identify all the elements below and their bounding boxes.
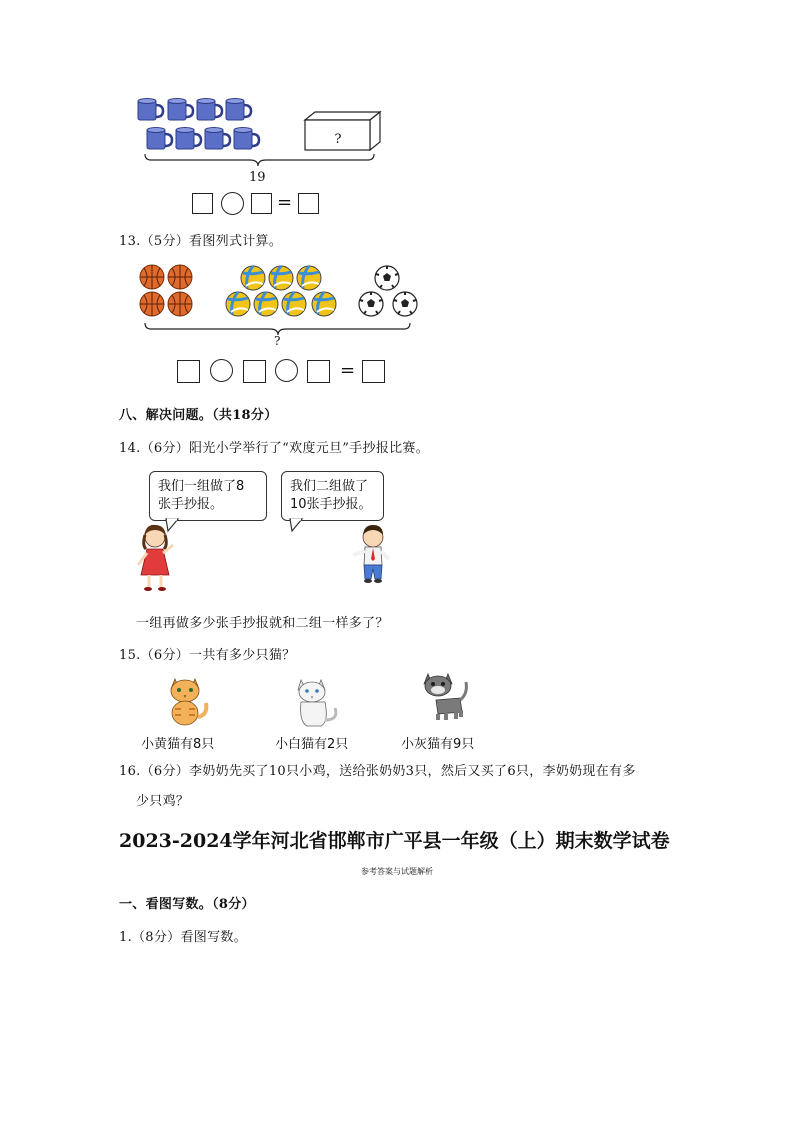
bubble-left-line2: 张手抄报。 <box>158 497 224 512</box>
operator-circle[interactable] <box>275 359 298 382</box>
answer-box[interactable] <box>177 360 200 383</box>
soccer-ball-icon <box>393 292 417 316</box>
mug-icon <box>205 128 230 150</box>
box-label: ? <box>334 132 342 147</box>
q14-text: 14.（6分）阳光小学举行了“欢度元旦”手抄报比赛。 <box>119 441 430 456</box>
volleyball-icon <box>226 292 250 316</box>
q15-text: 15.（6分）一共有多少只猫？ <box>119 648 296 663</box>
q16-line1: 16.（6分）李奶奶先买了10只小鸡，送给张奶奶3只，然后又买了6只，李奶奶现在有多 <box>119 764 636 779</box>
soccer-ball-icon <box>375 266 399 290</box>
bubble-right-line2: 10张手抄报。 <box>290 497 372 512</box>
equals-sign: = <box>340 360 356 381</box>
answer-box[interactable] <box>298 193 319 214</box>
cat-icon <box>163 673 211 729</box>
mug-icon <box>138 99 163 121</box>
answer-title: 2023-2024学年河北省邯郸市广平县一年级（上）期末数学试卷 <box>119 830 670 852</box>
answer-box[interactable] <box>307 360 330 383</box>
answer-box[interactable] <box>243 360 266 383</box>
volleyball-icon <box>282 292 306 316</box>
volleyball-icon <box>297 266 321 290</box>
cat-icon <box>418 668 470 724</box>
soccer-ball-icon <box>359 292 383 316</box>
section1-heading: 一、看图写数。（8分） <box>119 897 255 912</box>
girl-icon <box>133 525 178 593</box>
answer-subtitle: 参考答案与试题解析 <box>361 867 433 876</box>
basketball-icon <box>168 265 192 289</box>
volleyball-icon <box>312 292 336 316</box>
mug-icon <box>226 99 251 121</box>
answer-box[interactable] <box>362 360 385 383</box>
mug-icon <box>168 99 193 121</box>
q13-brace-label: ? <box>274 334 281 348</box>
speech-bubble-left <box>149 471 267 521</box>
volleyball-icon <box>241 266 265 290</box>
boy-icon <box>347 525 395 587</box>
bubble-tail <box>290 519 306 533</box>
operator-circle[interactable] <box>221 192 244 215</box>
basketball-icon <box>140 265 164 289</box>
q14-question: 一组再做多少张手抄报就和二组一样多了？ <box>136 616 389 631</box>
q1-text: 1.（8分）看图写数。 <box>119 930 247 945</box>
q12-figure <box>130 92 400 192</box>
q13-text: 13.（5分）看图列式计算。 <box>119 234 283 249</box>
volleyball-icon <box>254 292 278 316</box>
brace <box>145 154 374 166</box>
mug-icon <box>234 128 259 150</box>
answer-box[interactable] <box>192 193 213 214</box>
cat-icon <box>291 676 341 728</box>
cat-label-grey: 小灰猫有9只 <box>401 737 475 752</box>
mug-icon <box>176 128 201 150</box>
section8-heading: 八、解决问题。（共18分） <box>119 408 278 423</box>
bubble-right-line1: 我们二组做了 <box>290 479 369 494</box>
total-label: 19 <box>249 170 266 185</box>
basketball-icon <box>168 292 192 316</box>
mug-icon <box>147 128 172 150</box>
bubble-left-line1: 我们一组做了8 <box>158 479 245 494</box>
volleyball-icon <box>269 266 293 290</box>
speech-bubble-right <box>281 471 384 521</box>
answer-box[interactable] <box>251 193 272 214</box>
mug-icon <box>197 99 222 121</box>
cat-label-white: 小白猫有2只 <box>275 737 349 752</box>
cat-label-yellow: 小黄猫有8只 <box>141 737 215 752</box>
operator-circle[interactable] <box>210 359 233 382</box>
equals-sign: = <box>277 192 293 213</box>
basketball-icon <box>140 292 164 316</box>
q16-line2: 少只鸡？ <box>136 794 190 809</box>
